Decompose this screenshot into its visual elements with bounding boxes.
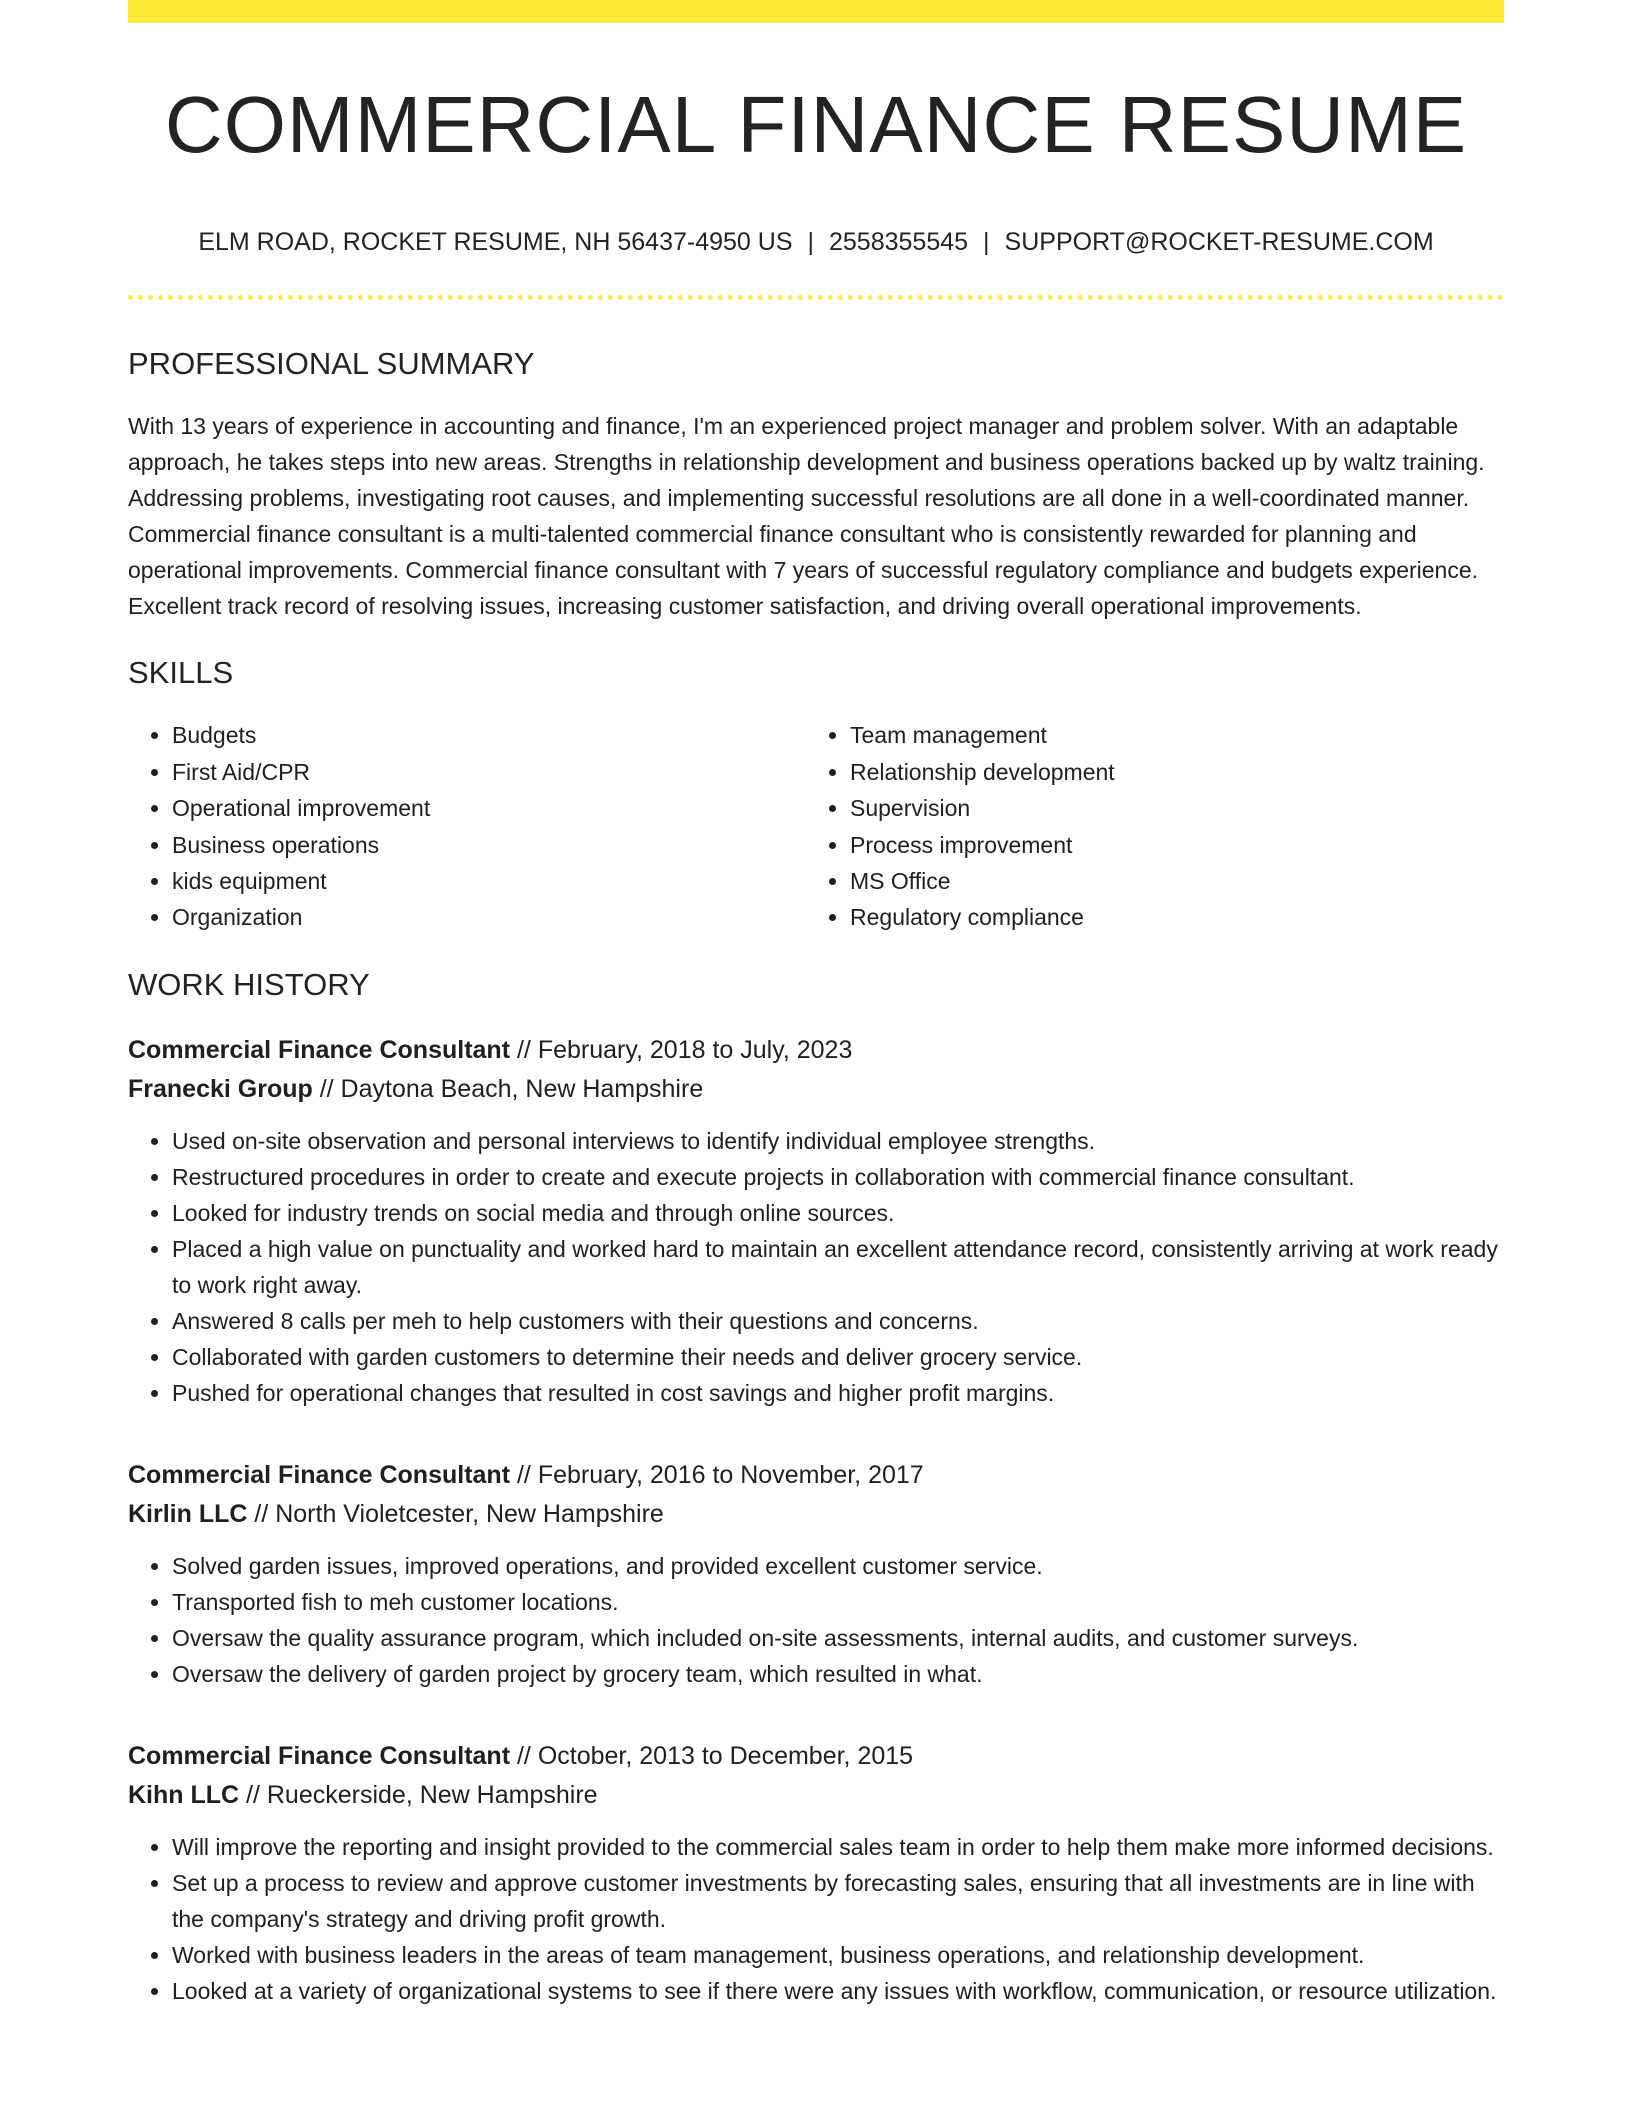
job-role: Commercial Finance Consultant — [128, 1036, 511, 1064]
job-location: // Daytona Beach, New Hampshire — [312, 1075, 704, 1103]
skills-column-right — [806, 717, 1484, 935]
job-location: // North Violetcester, New Hampshire — [247, 1500, 664, 1528]
job-bullet-list — [128, 1548, 1504, 1692]
job-bullet: • Oversaw the quality assurance program, which included on-site assessments, internal audits, and customer surveys. — [172, 1620, 1504, 1656]
job-bullet: • Collaborated with garden customers to determine their needs and deliver grocery service. — [172, 1339, 1504, 1375]
skill-item: • Operational improvement — [172, 790, 806, 826]
skill-item: • Supervision — [850, 790, 1484, 826]
job-bullet: • Restructured procedures in order to create and execute projects in collaboration with commercial finance consultant. — [172, 1159, 1504, 1195]
skill-item: • Business operations — [172, 827, 806, 863]
job-bullet-list — [128, 1829, 1504, 2009]
dotted-divider — [128, 295, 1504, 300]
job-entry — [128, 1456, 1504, 1692]
summary-text: With 13 years of experience in accounting and finance, I'm an experienced project manager and problem solver. With an adaptable approach, he takes steps into new areas. Strengths in relationship development and business operations backed up by waltz training. Addressing problems, investigating root causes, and implementing successful resolutions are all done in a well-coordinated manner. Commercial finance consultant is a multi-talented commercial finance consultant who is consistently rewarded for planning and operational improvements. Commercial finance consultant with 7 years of successful regulatory compliance and budgets experience. Excellent track record of resolving issues, increasing customer satisfaction, and driving overall operational improvements. — [128, 413, 1485, 620]
summary-heading: PROFESSIONAL SUMMARY — [128, 346, 535, 381]
job-role: Commercial Finance Consultant — [128, 1742, 511, 1770]
job-title-line — [128, 1456, 1504, 1495]
job-bullet: • Solved garden issues, improved operations, and provided excellent customer service. — [172, 1548, 1504, 1584]
work-history-list — [128, 1031, 1504, 2009]
job-company: Franecki Group — [128, 1075, 313, 1103]
job-bullet: • Set up a process to review and approve customer investments by forecasting sales, ensuring that all investments are in line with the company's strategy and driving profit growth. — [172, 1865, 1504, 1937]
skill-item: • MS Office — [850, 863, 1484, 899]
contact-email: SUPPORT@ROCKET-RESUME.COM — [1004, 228, 1434, 256]
resume-page — [128, 0, 1504, 2009]
resume-title: COMMERCIAL FINANCE RESUME — [164, 80, 1468, 169]
job-bullet: • Used on-site observation and personal interviews to identify individual employee strengths. — [172, 1123, 1504, 1159]
job-bullet: • Oversaw the delivery of garden project by grocery team, which resulted in what. — [172, 1656, 1504, 1692]
job-company: Kihn LLC — [128, 1781, 240, 1809]
job-bullet: • Looked for industry trends on social media and through online sources. — [172, 1195, 1504, 1231]
skill-item: • Organization — [172, 899, 806, 935]
job-role: Commercial Finance Consultant — [128, 1461, 511, 1489]
job-bullet: • Will improve the reporting and insight provided to the commercial sales team in order to help them make more informed decisions. — [172, 1829, 1504, 1865]
skill-item: • Regulatory compliance — [850, 899, 1484, 935]
job-bullet: • Transported fish to meh customer locations. — [172, 1584, 1504, 1620]
job-company-line — [128, 1776, 1504, 1815]
work-history-heading: WORK HISTORY — [128, 966, 370, 1002]
job-bullet: • Looked at a variety of organizational systems to see if there were any issues with workflow, communication, or resource utilization. — [172, 1973, 1504, 2009]
job-company-line — [128, 1070, 1504, 1109]
skills-column-left — [128, 717, 806, 935]
contact-line — [128, 227, 1504, 257]
job-entry — [128, 1031, 1504, 1411]
job-dates: // February, 2016 to November, 2017 — [510, 1461, 924, 1489]
skill-item: • Relationship development — [850, 754, 1484, 790]
contact-separator: | — [983, 228, 990, 256]
skill-item: • Team management — [850, 717, 1484, 753]
top-accent-bar — [128, 0, 1504, 23]
job-entry — [128, 1737, 1504, 2009]
job-location: // Rueckerside, New Hampshire — [239, 1781, 598, 1809]
contact-address: ELM ROAD, ROCKET RESUME, NH 56437-4950 US — [198, 228, 793, 256]
job-title-line — [128, 1031, 1504, 1070]
skill-item: • First Aid/CPR — [172, 754, 806, 790]
job-bullet: • Worked with business leaders in the areas of team management, business operations, and relationship development. — [172, 1937, 1504, 1973]
skill-item: • Budgets — [172, 717, 806, 753]
job-bullet-list — [128, 1123, 1504, 1411]
skills-heading: SKILLS — [128, 655, 234, 691]
job-bullet: • Pushed for operational changes that resulted in cost savings and higher profit margins. — [172, 1375, 1504, 1411]
contact-phone: 2558355545 — [829, 228, 969, 256]
skill-item: • kids equipment — [172, 863, 806, 899]
job-bullet: • Placed a high value on punctuality and worked hard to maintain an excellent attendance record, consistently arriving at work ready to work right away. — [172, 1231, 1504, 1303]
contact-separator: | — [807, 228, 814, 256]
skill-item: • Process improvement — [850, 827, 1484, 863]
job-company-line — [128, 1495, 1504, 1534]
skills-list — [128, 717, 1504, 935]
job-dates: // February, 2018 to July, 2023 — [510, 1036, 853, 1064]
job-dates: // October, 2013 to December, 2015 — [510, 1742, 914, 1770]
job-bullet: • Answered 8 calls per meh to help customers with their questions and concerns. — [172, 1303, 1504, 1339]
job-title-line — [128, 1737, 1504, 1776]
job-company: Kirlin LLC — [128, 1500, 248, 1528]
